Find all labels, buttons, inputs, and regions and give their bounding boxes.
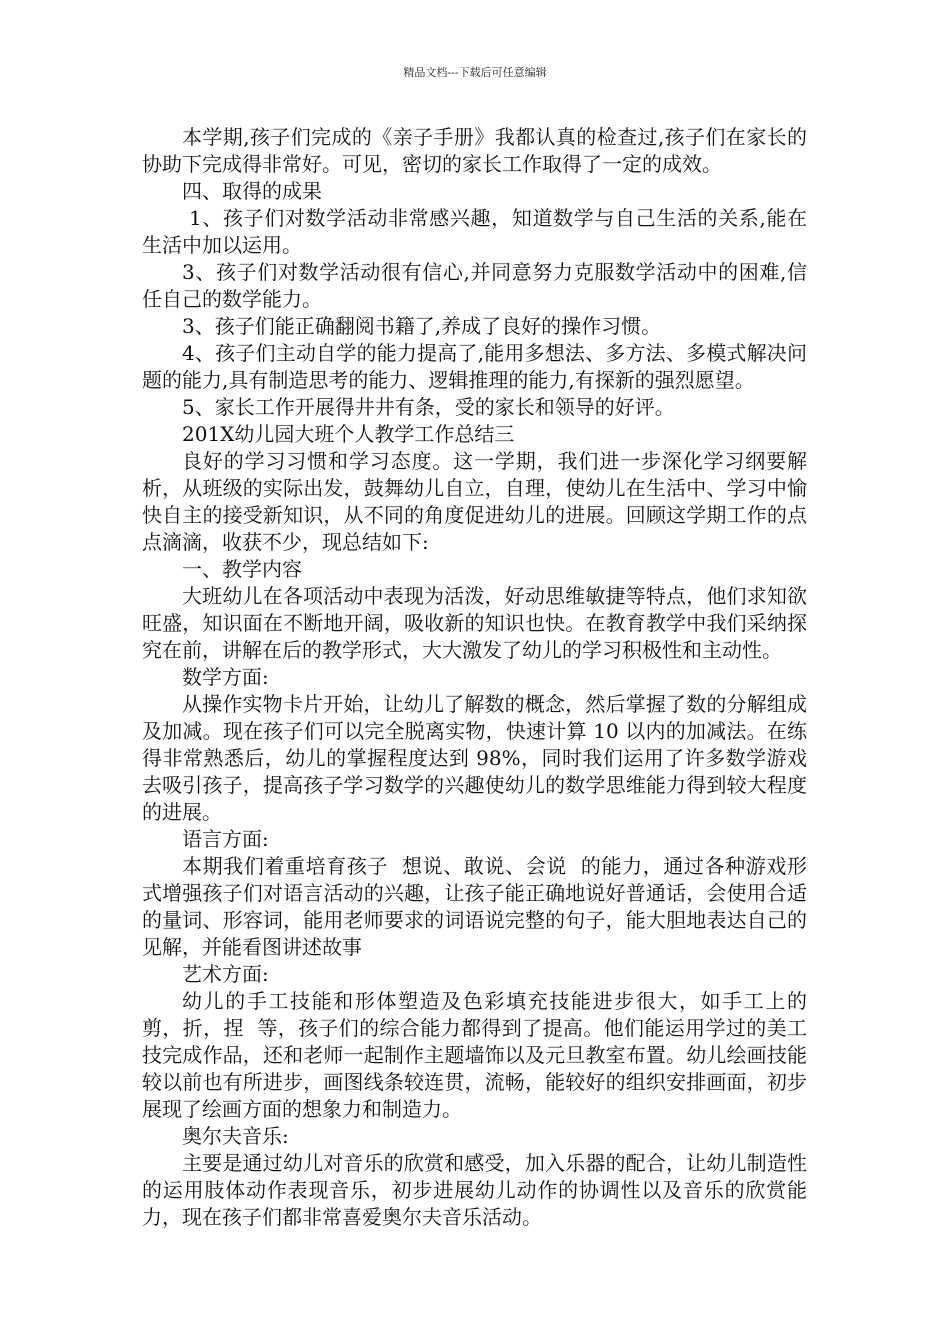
paragraph: 3、孩子们对数学活动很有信心,并同意努力克服数学活动中的困难,信任自己的数学能力。 — [142, 260, 807, 311]
paragraph: 本学期,孩子们完成的《亲子手册》我都认真的检查过,孩子们在家长的协助下完成得非常好。可见，密切的家长工作取得了一定的成效。 — [142, 125, 807, 176]
paragraph: 大班幼儿在各项活动中表现为活泼，好动思维敏捷等特点，他们求知欲旺盛，知识面在不断地开阔，吸收新的知识也快。在教育教学中我们采纳探究在前，讲解在后的教学形式，大大激发了幼儿的学习积极性和主动性。 — [142, 584, 807, 662]
document-body — [142, 124, 820, 1231]
paragraph: 本期我们着重培育孩子 想说、敢说、会说 的能力，通过各种游戏形式增强孩子们对语言活动的兴趣，让孩子能正确地说好普通话，会使用合适的量词、形容词，能用老师要求的词语说完整的句子，能大胆地表达自己的见解，并能看图讲述故事 — [142, 854, 807, 959]
subsection-heading: 艺术方面: — [182, 962, 269, 986]
section-title: 201X幼儿园大班个人教学工作总结三 — [182, 422, 515, 446]
paragraph: 幼儿的手工技能和形体塑造及色彩填充技能进步很大，如手工上的 剪，折，捏 等，孩子们的综合能力都得到了提高。他们能运用学过的美工技完成作品，还和老师一起制作主题墙饰以及元旦教室布置。幼儿绘画技能较以前也有所进步，画图线条较连贯，流畅，能较好的组织安排画面，初步展现了绘画方面的想象力和制造力。 — [142, 989, 820, 1121]
paragraph: 5、家长工作开展得井井有条，受的家长和领导的好评。 — [182, 395, 675, 419]
paragraph: 主要是通过幼儿对音乐的欣赏和感受，加入乐器的配合，让幼儿制造性的运用肢体动作表现音乐，初步进展幼儿动作的协调性以及音乐的欣赏能力，现在孩子们都非常喜爱奥尔夫音乐活动。 — [142, 1151, 807, 1229]
paragraph: 从操作实物卡片开始，让幼儿了解数的概念，然后掌握了数的分解组成及加减。现在孩子们可以完全脱离实物，快速计算 10 以内的加减法。在练得非常熟悉后，幼儿的掌握程度达到 98%，同时我们运用了许多数学游戏去吸引孩子，提高孩子学习数学的兴趣使幼儿的数学思维能力得到较大程度的进展。 — [142, 692, 807, 824]
paragraph: 良好的学习习惯和学习态度。这一学期，我们进一步深化学习纲要解析，从班级的实际出发，鼓舞幼儿自立，自理，使幼儿在生活中、学习中愉快自主的接受新知识，从不同的角度促进幼儿的进展。回顾这学期工作的点点滴滴，收获不少，现总结如下: — [142, 449, 807, 554]
paragraph: 1、孩子们对数学活动非常感兴趣，知道数学与自己生活的关系,能在生活中加以运用。 — [142, 206, 807, 257]
subsection-heading: 奥尔夫音乐: — [182, 1124, 289, 1148]
section-heading: 一、教学内容 — [182, 557, 302, 581]
section-heading: 四、取得的成果 — [182, 179, 322, 203]
subsection-heading: 数学方面: — [182, 665, 269, 689]
subsection-heading: 语言方面: — [182, 827, 269, 851]
page-header: 精品文档---下载后可任意编辑 — [403, 66, 547, 79]
paragraph: 4、孩子们主动自学的能力提高了,能用多想法、多方法、多模式解决问题的能力,具有制造思考的能力、逻辑推理的能力,有探新的强烈愿望。 — [142, 341, 807, 392]
paragraph: 3、孩子们能正确翻阅书籍了,养成了良好的操作习惯。 — [182, 314, 662, 338]
